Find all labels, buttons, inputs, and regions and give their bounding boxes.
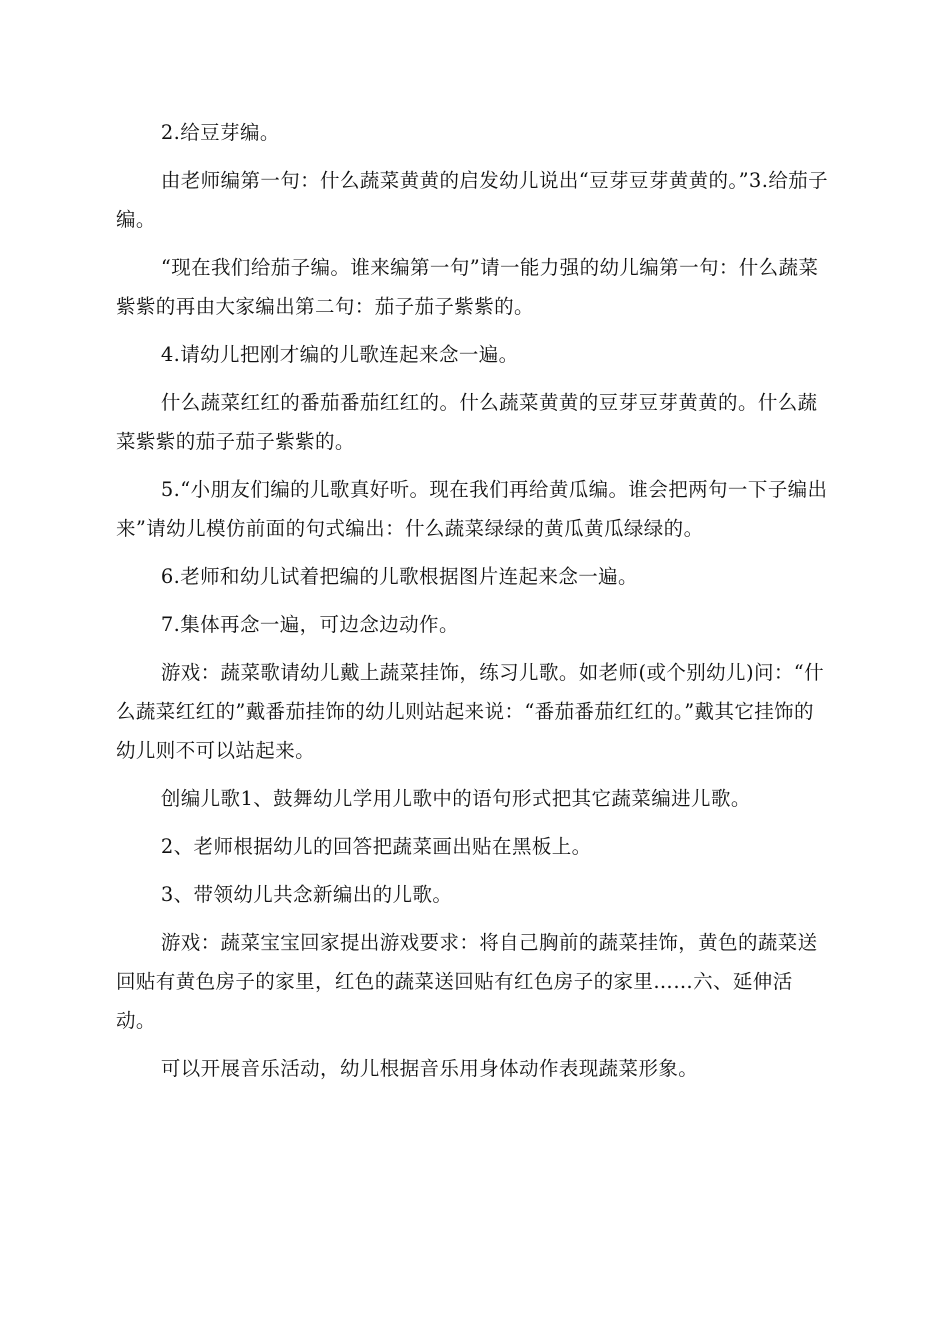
paragraph: 2.给豆芽编。 [160, 121, 280, 144]
paragraph: 3、带领幼儿共念新编出的儿歌。 [160, 883, 453, 906]
paragraph: “现在我们给茄子编。谁来编第一句”请一能力强的幼儿编第一句：什么蔬菜紫紫的再由大家编出第二句：茄子茄子紫紫的。 [116, 256, 819, 318]
paragraph: 创编儿歌1、鼓舞幼儿学用儿歌中的语句形式把其它蔬菜编进儿歌。 [160, 787, 751, 810]
paragraph: 由老师编第一句：什么蔬菜黄黄的启发幼儿说出“豆芽豆芽黄黄的。”3.给茄子编。 [116, 169, 829, 231]
paragraph: 什么蔬菜红红的番茄番茄红红的。什么蔬菜黄黄的豆芽豆芽黄黄的。什么蔬菜紫紫的茄子茄子紫紫的。 [116, 391, 818, 453]
paragraph: 可以开展音乐活动，幼儿根据音乐用身体动作表现蔬菜形象。 [160, 1057, 699, 1080]
paragraph: 4.请幼儿把刚才编的儿歌连起来念一遍。 [160, 343, 519, 366]
document-body [116, 113, 832, 1088]
paragraph: 游戏：蔬菜宝宝回家提出游戏要求：将自己胸前的蔬菜挂饰，黄色的蔬菜送回贴有黄色房子的家里，红色的蔬菜送回贴有红色房子的家里……六、延伸活动。 [116, 931, 818, 1032]
paragraph: 7.集体再念一遍，可边念边动作。 [160, 613, 459, 636]
paragraph: 2、老师根据幼儿的回答把蔬菜画出贴在黑板上。 [160, 835, 592, 858]
paragraph: 游戏：蔬菜歌请幼儿戴上蔬菜挂饰，练习儿歌。如老师(或个别幼儿)问：“什么蔬菜红红的”戴番茄挂饰的幼儿则站起来说：“番茄番茄红红的。”戴其它挂饰的幼儿则不可以站起来。 [116, 661, 825, 762]
paragraph: 5.“小朋友们编的儿歌真好听。现在我们再给黄瓜编。谁会把两句一下子编出来”请幼儿模仿前面的句式编出：什么蔬菜绿绿的黄瓜黄瓜绿绿的。 [116, 478, 828, 540]
paragraph: 6.老师和幼儿试着把编的儿歌根据图片连起来念一遍。 [160, 565, 638, 588]
